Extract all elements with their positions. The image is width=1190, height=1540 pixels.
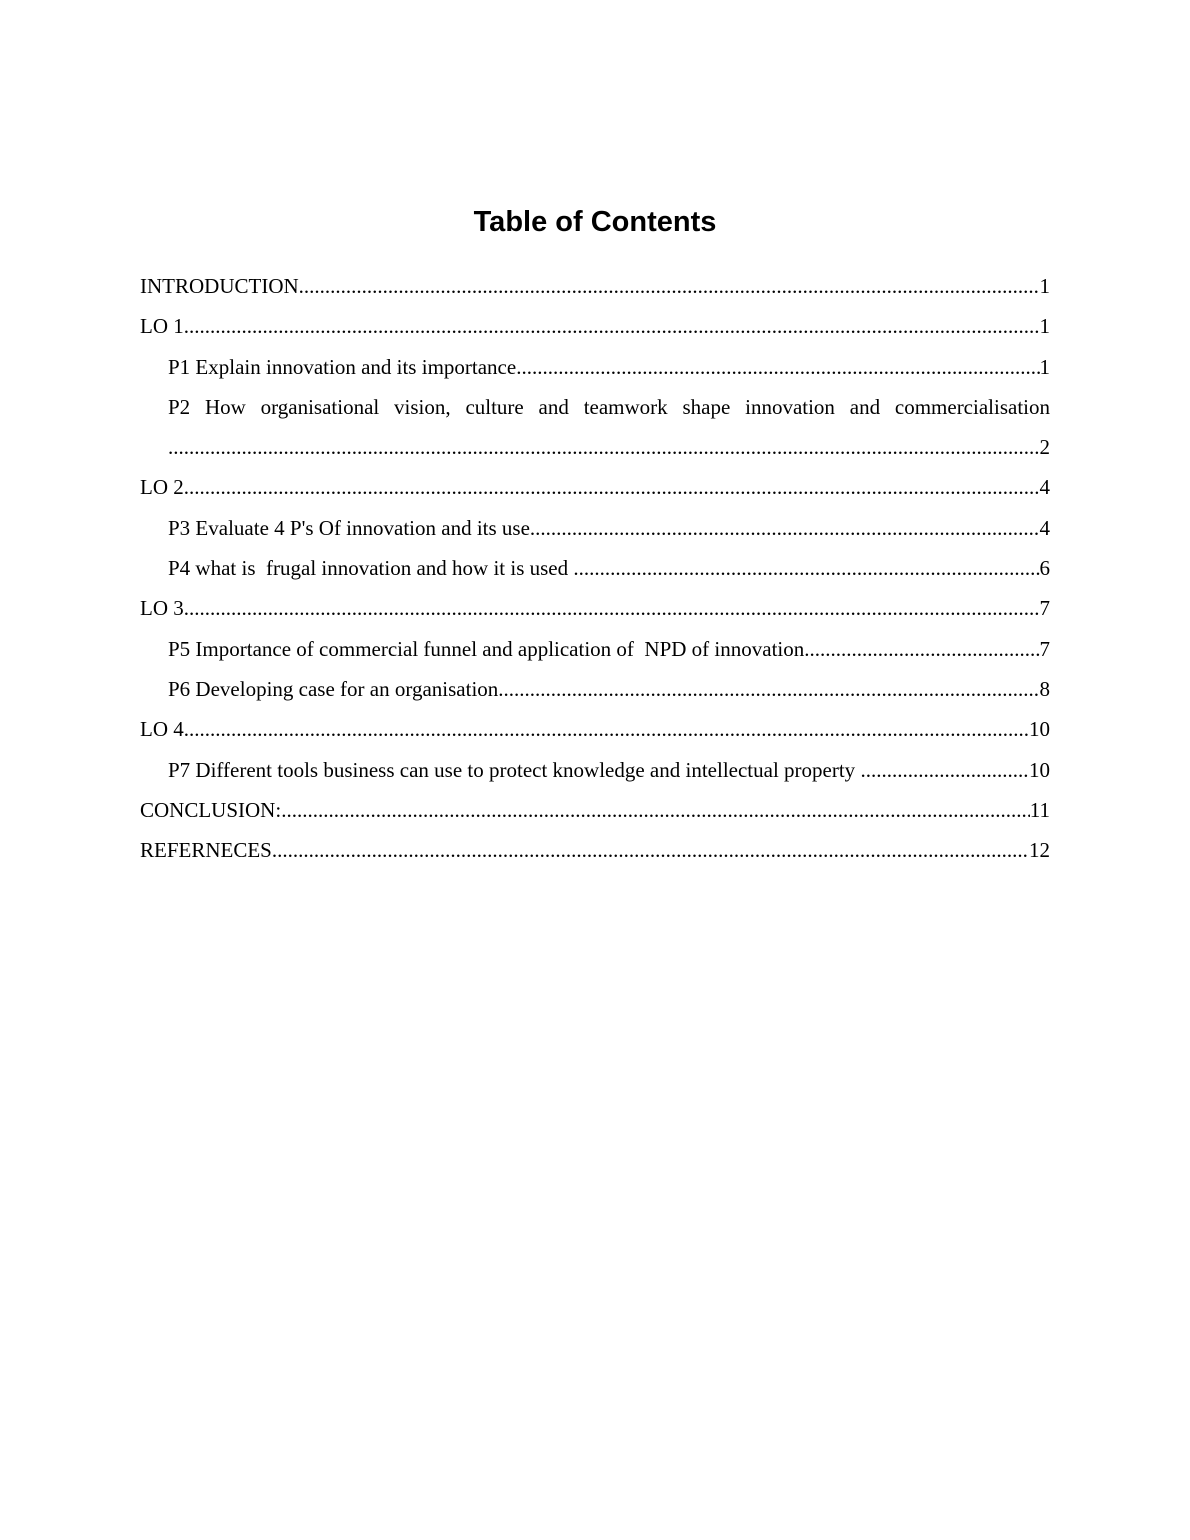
toc-entry-text: P6 Developing case for an organisation: [168, 676, 499, 701]
toc-title: Table of Contents: [473, 206, 717, 238]
toc-entry-text: P4 what is frugal innovation and how it is used: [168, 556, 574, 581]
toc-page-number: 1: [1039, 354, 1050, 379]
toc-entry-p1[interactable]: [140, 347, 1050, 387]
toc-leader-dots: [184, 306, 1040, 346]
toc-leader-dots: [516, 347, 1039, 387]
toc-entry-text: INTRODUCTION: [140, 274, 299, 298]
toc-entry-text: P1 Explain innovation and its importance: [168, 354, 517, 379]
toc-page-number: 6: [1039, 556, 1050, 581]
toc-page-number: 10: [1029, 717, 1050, 742]
toc-page-number: 8: [1039, 676, 1050, 701]
toc-page-number: 4: [1039, 475, 1050, 500]
toc-entry-text: LO 2: [140, 475, 184, 500]
toc-entry-p3[interactable]: [140, 508, 1050, 548]
toc-entry-p7[interactable]: [140, 750, 1050, 790]
toc-page-number: 2: [1039, 435, 1050, 460]
toc-entry-text: REFERNECES: [140, 838, 272, 863]
toc-entry-p2-continuation[interactable]: [140, 427, 1050, 467]
toc-entry-text: P2 How organisational vision, culture and teamwork shape innovation and commercialisation: [168, 394, 1050, 419]
toc-entry-text: P3 Evaluate 4 P's Of innovation and its use: [168, 515, 530, 540]
toc-leader-dots: [498, 669, 1039, 709]
toc-leader-dots: [573, 548, 1039, 588]
toc-entry-text: P7 Different tools business can use to protect knowledge and intellectual property: [168, 757, 861, 782]
toc-page-number: 11: [1029, 797, 1050, 822]
document-page: [140, 200, 1050, 870]
toc-leader-dots: [804, 629, 1039, 669]
toc-leader-dots: [299, 266, 1040, 306]
toc-entry-text: CONCLUSION:: [140, 797, 282, 822]
toc-entry-lo2[interactable]: [140, 467, 1050, 507]
toc-leader-dots: [281, 790, 1030, 830]
toc-page-number: 1: [1039, 314, 1050, 339]
toc-entry-text: LO 3: [140, 596, 184, 621]
toc-page-number: 10: [1029, 757, 1050, 782]
toc-entry-lo4[interactable]: [140, 709, 1050, 749]
toc-entry-text: LO 1: [140, 314, 184, 339]
toc-entry-text: LO 4: [140, 717, 184, 742]
toc-page-number: 12: [1029, 838, 1050, 863]
toc-leader-dots: [184, 467, 1040, 507]
toc-page-number: 4: [1039, 515, 1050, 540]
toc-leader-dots: [184, 588, 1040, 628]
toc-page-number: 7: [1039, 596, 1050, 621]
toc-list: [140, 266, 1050, 870]
toc-entry-text: P5 Importance of commercial funnel and application of NPD of innovation: [168, 636, 805, 661]
toc-leader-dots: [272, 830, 1029, 870]
toc-entry-lo1[interactable]: [140, 306, 1050, 346]
toc-entry-p6[interactable]: [140, 669, 1050, 709]
toc-leader-dots: [530, 508, 1040, 548]
toc-leader-dots: [184, 709, 1029, 749]
toc-entry-conclusion[interactable]: [140, 790, 1050, 830]
toc-leader-dots: [860, 750, 1029, 790]
toc-entry-introduction[interactable]: [140, 266, 1050, 306]
toc-entry-p2[interactable]: [140, 387, 1050, 427]
toc-leader-dots: [168, 427, 1040, 467]
toc-entry-p4[interactable]: [140, 548, 1050, 588]
toc-entry-p5[interactable]: [140, 629, 1050, 669]
toc-entry-references[interactable]: [140, 830, 1050, 870]
toc-entry-lo3[interactable]: [140, 588, 1050, 628]
toc-page-number: 1: [1039, 274, 1050, 298]
toc-page-number: 7: [1039, 636, 1050, 661]
